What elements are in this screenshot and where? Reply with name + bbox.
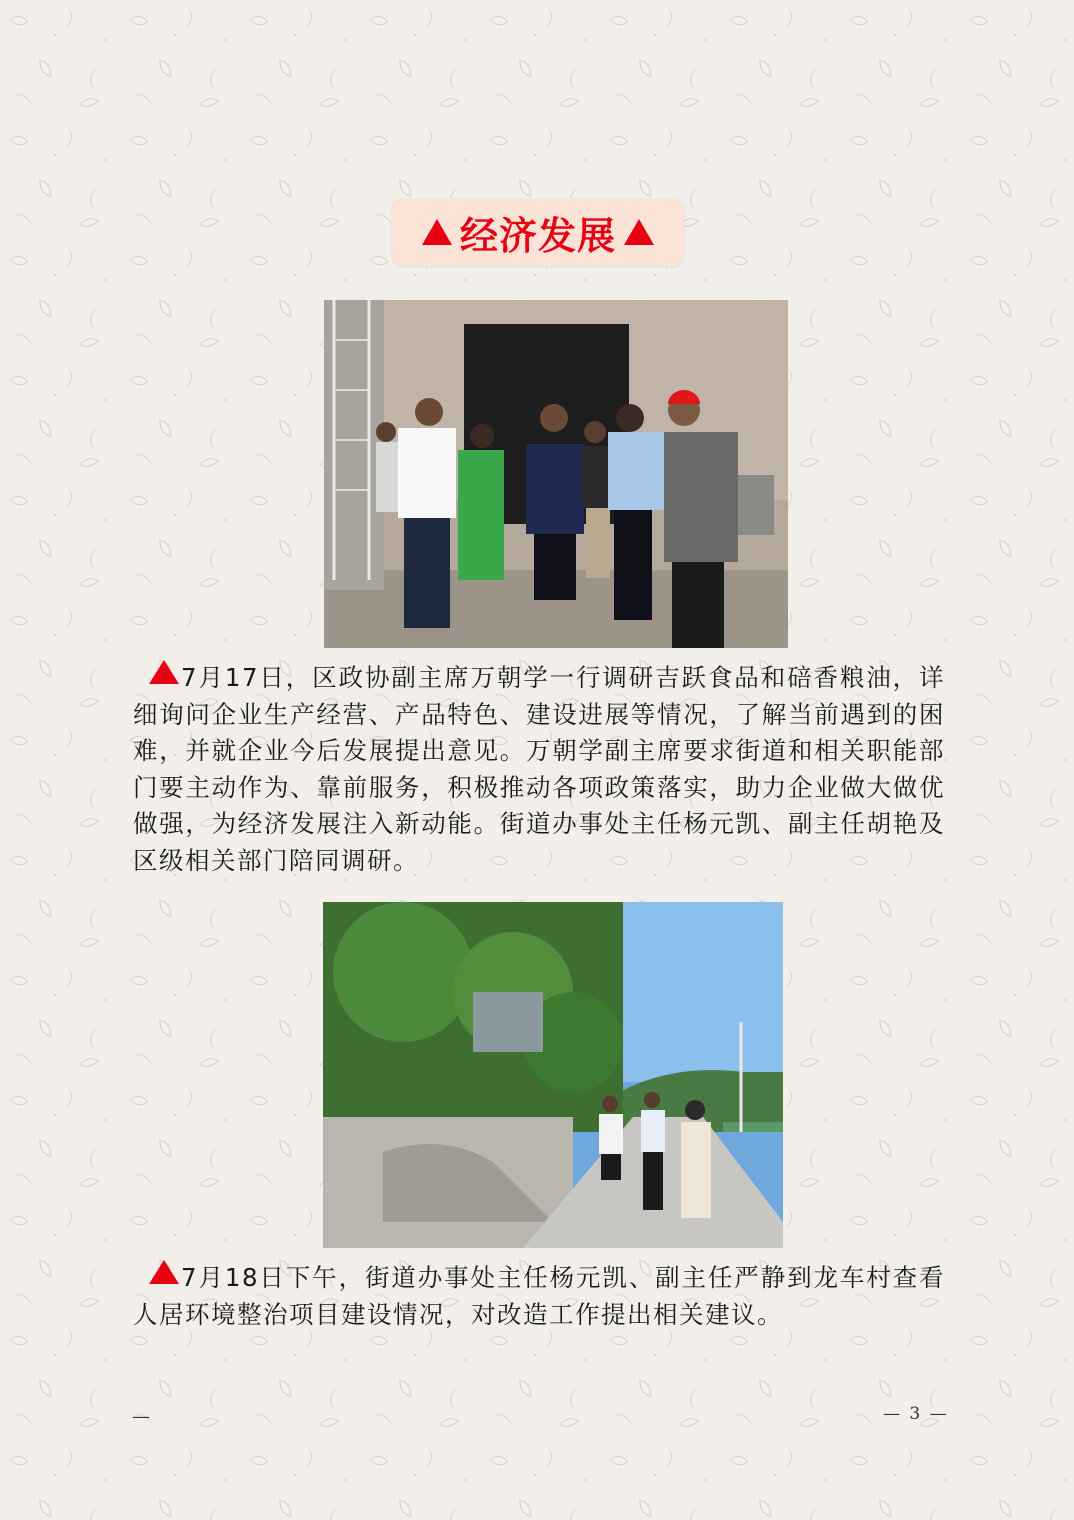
caption-paragraph-2 — [133, 1260, 945, 1333]
red-triangle-icon — [149, 660, 179, 684]
section-title: 经济发展 — [459, 212, 616, 258]
footer-left-mark: — — [132, 1406, 150, 1427]
page-number: — 3 — — [883, 1404, 949, 1424]
caption-text-2: 7月18日下午，街道办事处主任杨元凯、副主任严静到龙车村查看人居环境整治项目建设情况，对改造工作提出相关建议。 — [133, 1263, 945, 1329]
caption-text-1: 7月17日，区政协副主席万朝学一行调研吉跃食品和碚香粮油，详细询问企业生产经营、产品特色、建设进展等情况，了解当前遇到的困难，并就企业今后发展提出意见。万朝学副主席要求街道和相关职能部门要主动作为、靠前服务，积极推动各项政策落实，助力企业做大做优做强，为经济发展注入新动能。街道办事处主任杨元凯、副主任胡艳及区级相关部门陪同调研。 — [133, 663, 945, 875]
caption-paragraph-1 — [133, 660, 945, 879]
site-visit-food-company-photo — [324, 300, 788, 648]
section-header — [392, 198, 684, 266]
red-triangle-icon — [422, 219, 452, 245]
red-triangle-icon — [149, 1260, 179, 1284]
village-road-inspection-photo — [323, 902, 783, 1248]
red-triangle-icon — [624, 219, 654, 245]
